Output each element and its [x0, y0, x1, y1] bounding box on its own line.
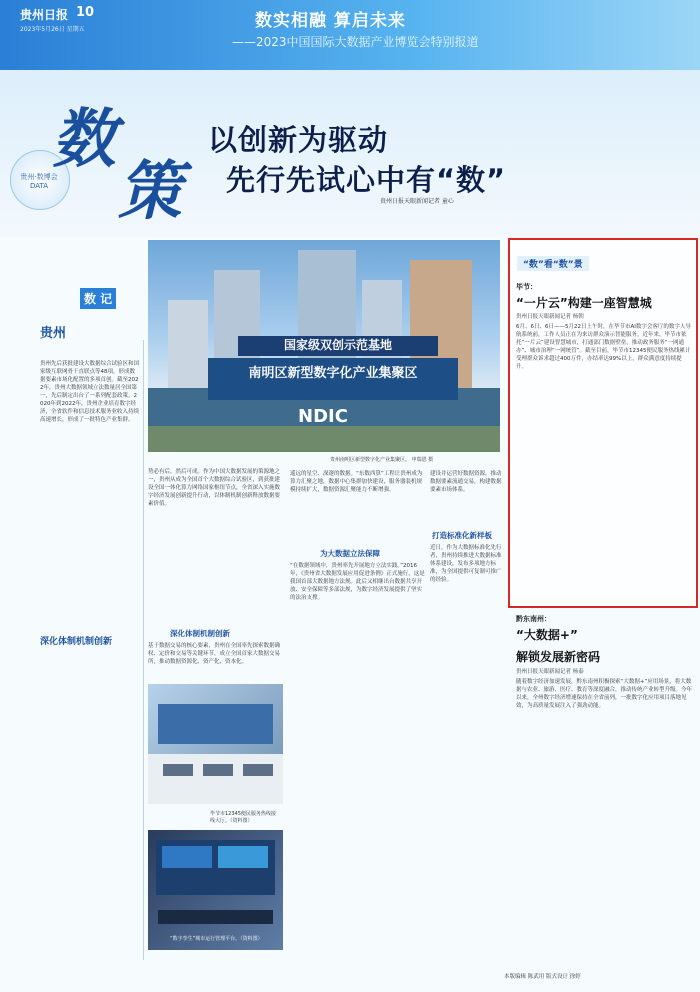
highlight-body: 6月、6日、6日——5月22日上午时，在毕节市AI数字会客厅的数字人导航系统前，工作人员正在为来访群众演示智能服务。近年来，毕节市依托“一片云”建设智慧城市，打通部门数据壁垒，推动政务服务“一网通办”、城市治理“一网统管”。截至目前，毕节市12345便民服务热线累计受理群众诉求超过400万件，办结率达99%以上，群众满意度持续提升。: [516, 324, 691, 370]
middle-column2b-body: “在数据领域中，贵州率先开展地方立法实践。”2016年，《贵州省大数据发展应用促进条例》正式施行，这是我国首部大数据地方法规。此后又相继出台数据共享开放、安全保障等多部法规，为数字经济发展提供了坚实的法治支撑。: [290, 563, 425, 601]
region-label: 贵州: [40, 326, 67, 341]
hero-byline: 贵州日报天眼新闻记者 童心: [380, 198, 454, 205]
ndic-sign: NDIC: [298, 406, 348, 427]
big-character-shu: 数: [52, 102, 116, 177]
middle-subheading1: 深化体制机制创新: [170, 629, 230, 638]
headline-line1: 以创新为驱动: [208, 123, 389, 157]
main-photo-caption: 贵州南明区新型数字化产业集聚区。 申瑞恩 摄: [330, 457, 434, 463]
column-divider: [143, 340, 144, 960]
dateline: 2023年5月26日 星期五: [20, 26, 85, 33]
page-credits: 本版编辑 陈武用 版式设计 徐婷: [504, 974, 581, 980]
left-subheading: 深化体制机制创新: [40, 637, 113, 647]
hotline-photo-caption: 毕节市12345便民服务热线接线大厅。（资料图）: [210, 811, 276, 824]
middle-subheading2: 为大数据立法保障: [320, 549, 380, 558]
expo-logo-text: 贵州·数博会 DATA: [20, 173, 58, 190]
paper-name: 贵州日报: [20, 8, 69, 22]
control-room-illustration: [148, 830, 283, 950]
sign-line2: 南明区新型数字化产业集聚区: [248, 366, 418, 381]
news-body: 随着数字经济加速发展，黔东南州积极探索“大数据+”应用场景，将大数据与农业、旅游、医疗、教育等深度融合，推动传统产业转型升级。今年以来，全州数字经济增速保持在全省前列，一批数字化应用项目落地见效，为高质量发展注入了强劲动能。: [516, 679, 693, 709]
news-headline-line1: “大数据+”: [516, 628, 578, 642]
slogan: 数实相融 算启未来: [255, 11, 406, 31]
middle-column2-body: 遥远的星空、深邃的数据。“东数西算”工程让贵州成为算力汇聚之地，数据中心集群加快建设，服务器装机规模持续扩大，数据资源汇聚能力不断增强。: [290, 471, 423, 493]
sub-slogan: ——2023中国国际大数据产业博览会特别报道: [232, 35, 479, 49]
column-tag: 数 记: [80, 288, 116, 309]
highlight-box-tag: “数”看“数”景: [517, 256, 589, 271]
hotline-hall-illustration: [148, 684, 283, 804]
sign-line1: 国家级双创示范基地: [283, 338, 392, 352]
main-photo: [148, 240, 500, 452]
hotline-photo: [148, 684, 283, 804]
control-room-caption: “数字孪生”城市运行管理平台。（资料图）: [170, 936, 263, 942]
headline-line2: 先行先试心中有“数”: [226, 163, 507, 197]
middle-column3b-body: 近日，作为大数据标准化先行者，贵州持续推进大数据标准体系建设，发布多项地方标准，为全国提供可复制可推广的经验。: [430, 545, 502, 583]
control-room-photo: [148, 830, 283, 950]
left-column-body: 贵州先后获批建设大数据综合试验区和国家级互联网骨干直联点等48项，形成数据要素市场化配置的多项首创。截至2022年，贵州大数据领域立法数量居全国第一，先后制定出台了一系列配套政策。2020年到2022年，贵州企业培育数字经济，全省软件和信息技术服务业收入持续高速增长，形成了一批特色产业集群。: [40, 361, 140, 423]
highlight-kicker: 毕节：: [516, 283, 537, 291]
news-kicker: 黔东南州：: [516, 615, 551, 623]
middle-column1b-body: 基于数据交易的核心要素，贵州在全国率先探索数据确权、定价和交易等关键环节，成立全国首家大数据交易所，推动数据资源化、资产化、资本化。: [148, 643, 281, 665]
news-byline: 贵州日报天眼新闻记者 杨泰: [516, 669, 584, 675]
highlight-byline: 贵州日报天眼新闻记者 杨朝: [516, 314, 584, 320]
highlight-headline: “一片云”构建一座智慧城: [516, 296, 652, 310]
middle-column1-body: 势必有后，然后可成。作为中国大数据发展的策源地之一，贵州从成为全国首个大数据综合试验区，到获批建设全国一体化算力网络国家枢纽节点，全省深入实施数字经济发展创新提升行动，以体制机制创新释放数据要素价值。: [148, 469, 281, 507]
middle-subheading3: 打造标准化新样板: [432, 531, 492, 540]
news-headline-line2: 解锁发展新密码: [516, 650, 601, 664]
middle-column3-body: 建设并运营好数据资源，推动数据要素流通交易，构建数据要素市场体系。: [430, 471, 502, 493]
big-character-ce: 策: [118, 154, 182, 229]
page-number: 10: [76, 5, 95, 20]
